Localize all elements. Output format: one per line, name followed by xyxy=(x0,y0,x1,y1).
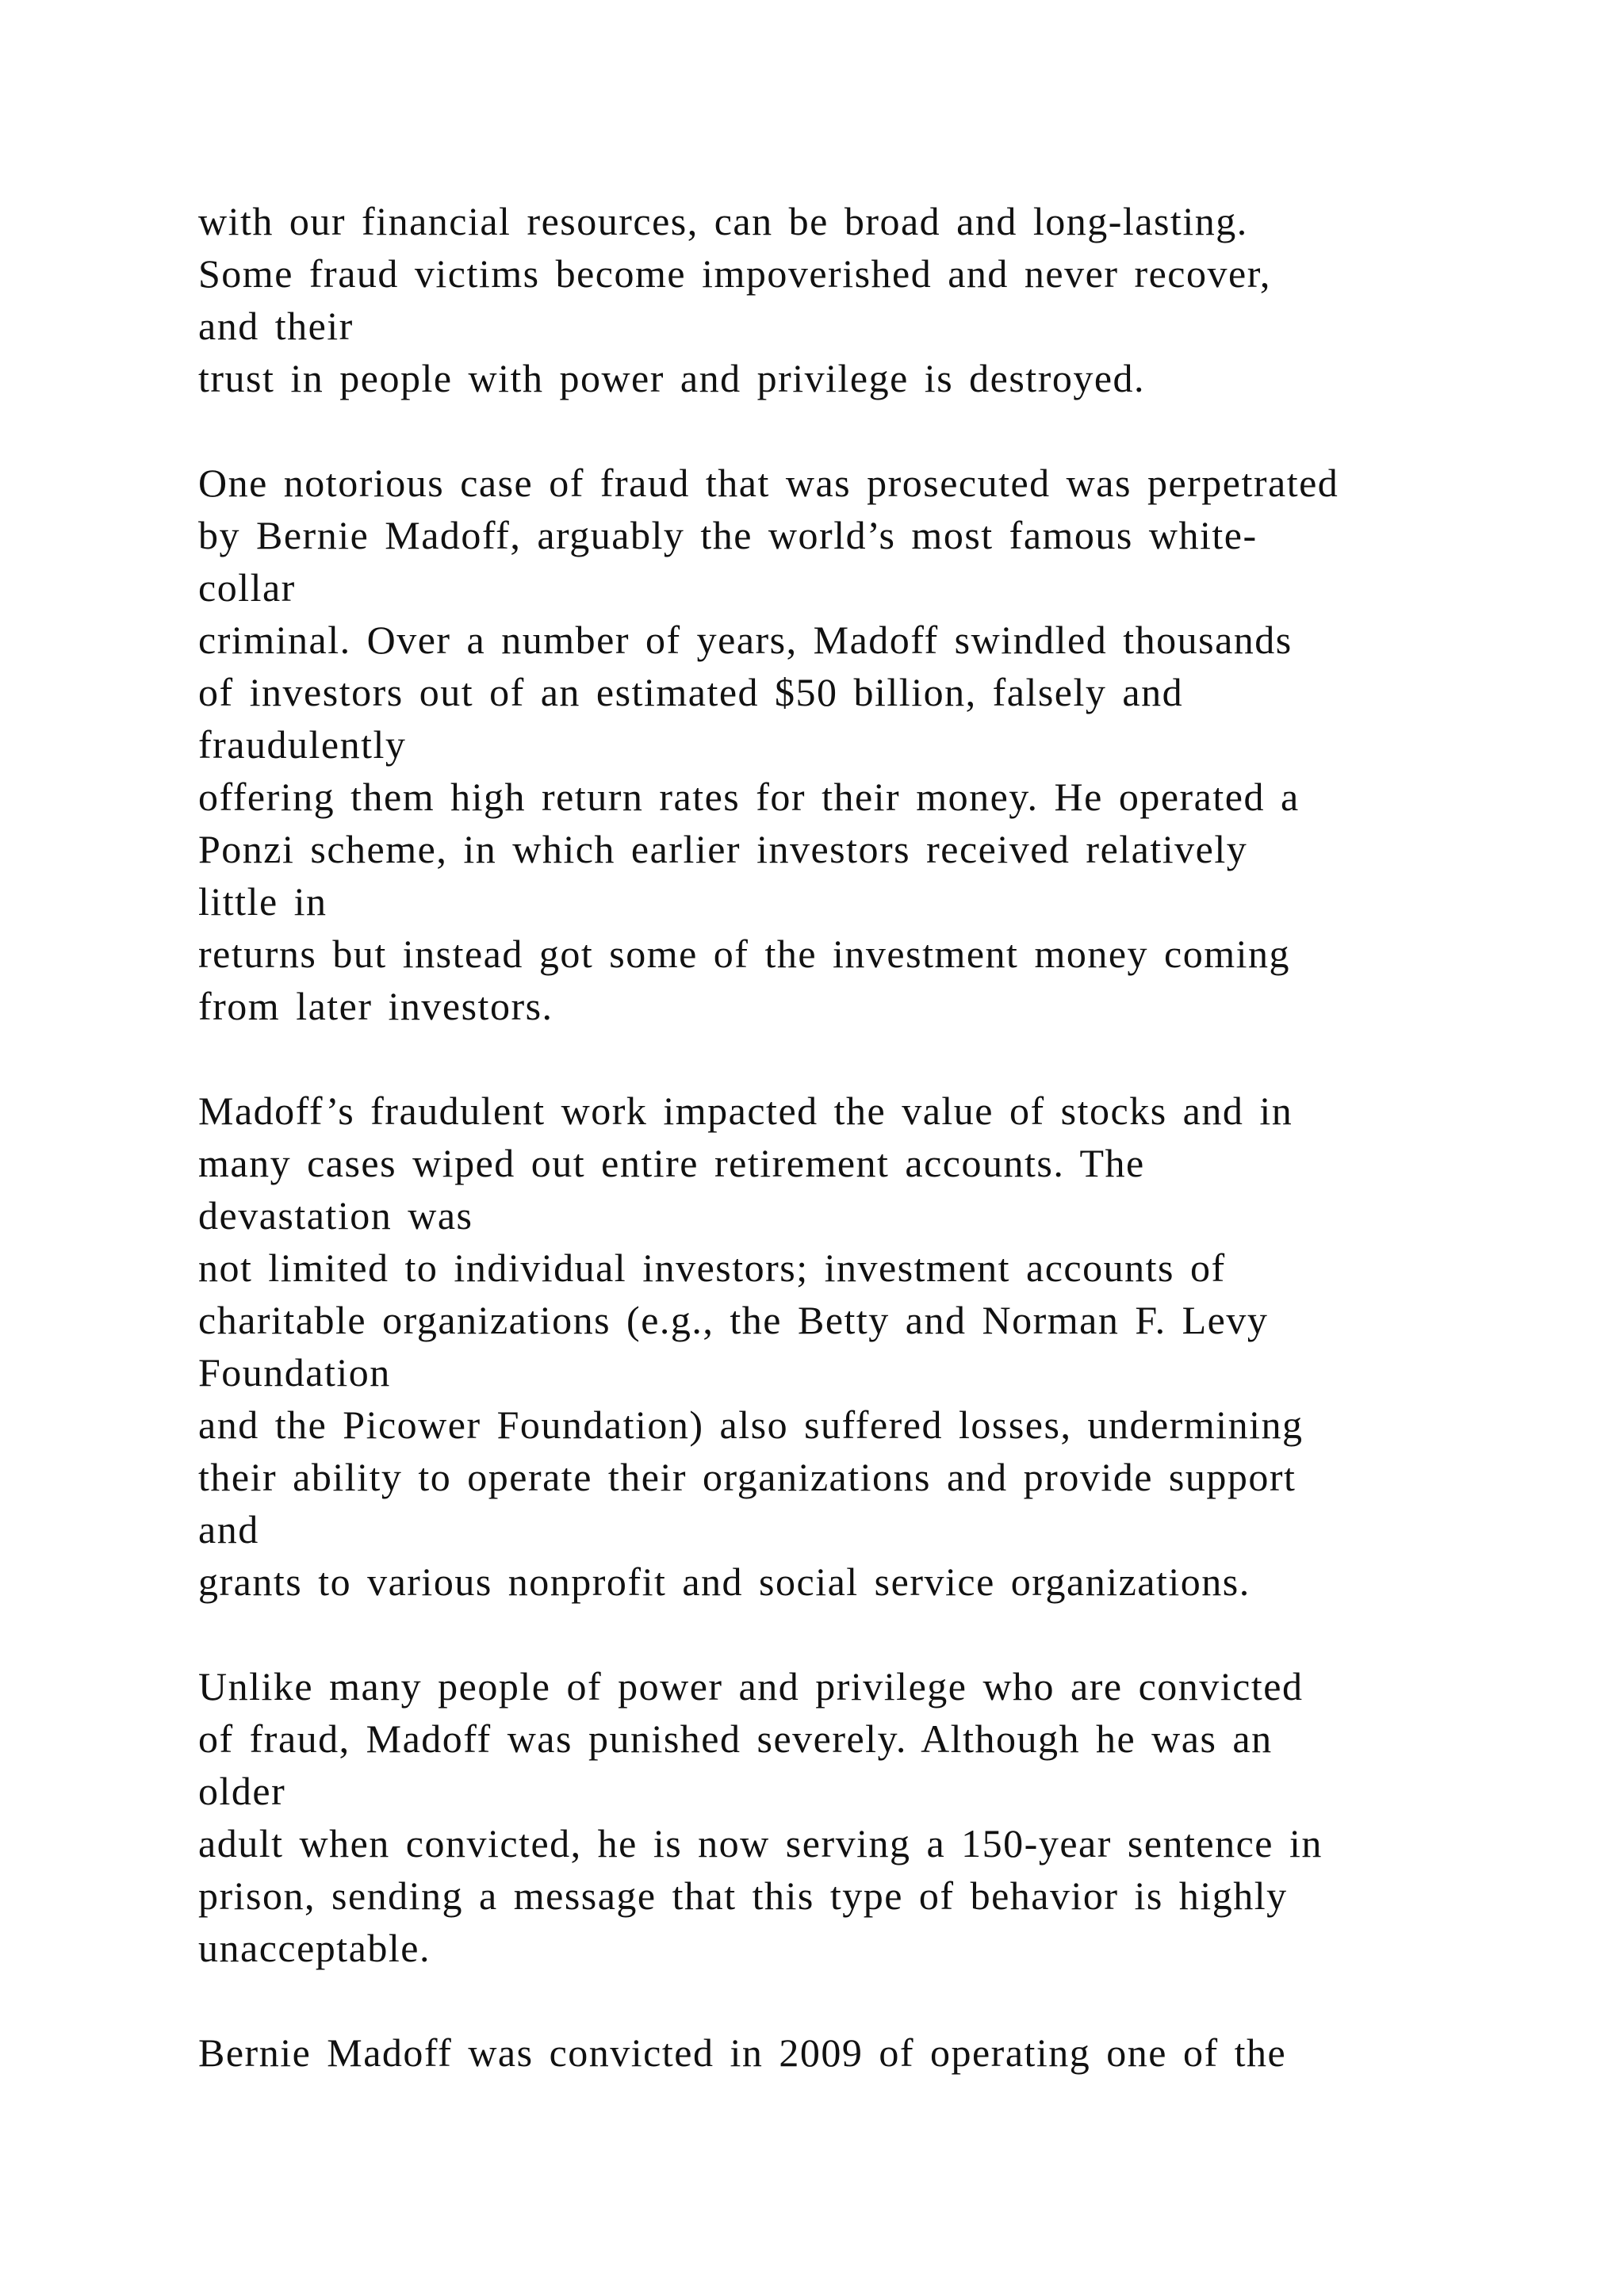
text-line: One notorious case of fraud that was prosecuted was perpetrated xyxy=(198,461,1339,505)
text-line: their ability to operate their organizations and provide support xyxy=(198,1455,1297,1499)
text-line: with our financial resources, can be broad and long-lasting. xyxy=(198,199,1248,243)
text-line: and the Picower Foundation) also suffered losses, undermining xyxy=(198,1402,1304,1447)
text-line: from later investors. xyxy=(198,984,553,1028)
text-line: Bernie Madoff was convicted in 2009 of operating one of the xyxy=(198,2030,1287,2075)
text-line: and their xyxy=(198,304,354,348)
text-line: many cases wiped out entire retirement accounts. The xyxy=(198,1141,1145,1185)
text-line: devastation was xyxy=(198,1193,473,1238)
text-line: not limited to individual investors; investment accounts of xyxy=(198,1246,1226,1290)
text-line: offering them high return rates for their money. He operated a xyxy=(198,775,1300,819)
text-line: and xyxy=(198,1507,259,1552)
text-line: Ponzi scheme, in which earlier investors received relatively xyxy=(198,827,1248,871)
paragraph-break xyxy=(198,1032,1546,1085)
text-line: grants to various nonprofit and social service organizations. xyxy=(198,1559,1251,1604)
text-line: unacceptable. xyxy=(198,1926,431,1970)
text-line: adult when convicted, he is now serving a 150-year sentence in xyxy=(198,1821,1323,1866)
body-text xyxy=(198,195,1546,2079)
paragraph-break xyxy=(198,404,1546,457)
text-line: of investors out of an estimated $50 billion, falsely and xyxy=(198,670,1184,714)
text-line: Foundation xyxy=(198,1350,391,1395)
text-line: charitable organizations (e.g., the Betty and Norman F. Levy xyxy=(198,1298,1269,1342)
text-line: older xyxy=(198,1769,286,1813)
text-line: collar xyxy=(198,565,296,610)
text-line: by Bernie Madoff, arguably the world’s most famous white- xyxy=(198,513,1258,557)
text-line: fraudulently xyxy=(198,722,407,767)
text-line: returns but instead got some of the investment money coming xyxy=(198,932,1290,976)
paragraph-break xyxy=(198,1608,1546,1660)
text-line: Madoff’s fraudulent work impacted the value of stocks and in xyxy=(198,1089,1293,1133)
text-line: Unlike many people of power and privilege who are convicted xyxy=(198,1664,1304,1709)
paragraph-break xyxy=(198,1974,1546,2026)
text-line: prison, sending a message that this type of behavior is highly xyxy=(198,1873,1288,1918)
text-line: trust in people with power and privilege is destroyed. xyxy=(198,356,1146,400)
text-line: Some fraud victims become impoverished and never recover, xyxy=(198,251,1271,296)
text-line: criminal. Over a number of years, Madoff swindled thousands xyxy=(198,618,1293,662)
text-line: of fraud, Madoff was punished severely. Although he was an xyxy=(198,1716,1273,1761)
text-line: little in xyxy=(198,879,327,924)
